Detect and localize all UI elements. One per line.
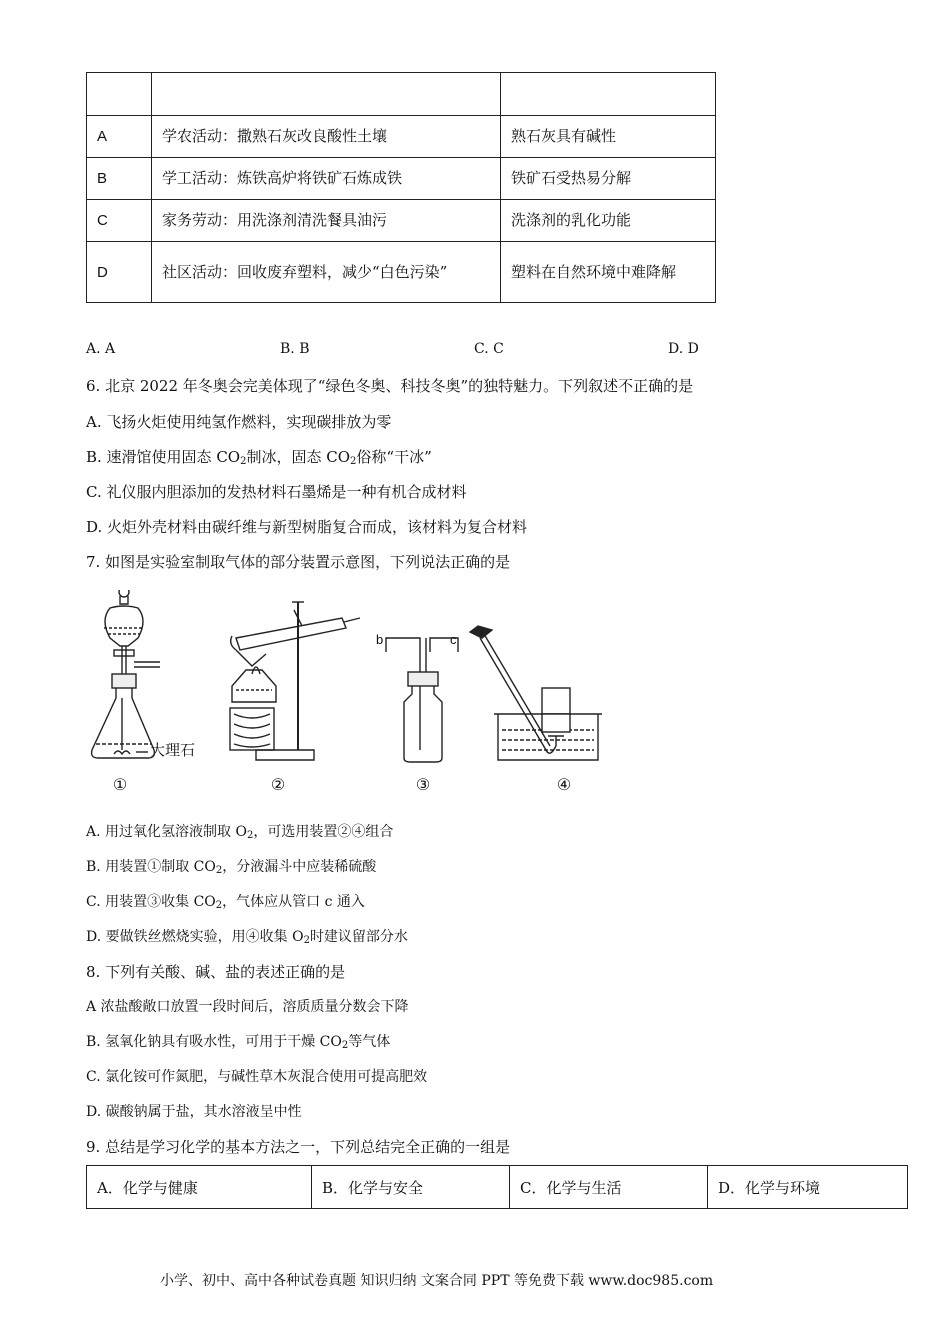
label-3: ③ [415,775,431,794]
label-4: ④ [556,775,572,794]
q6-stem: 6. 北京 2022 年冬奥会完美体现了“绿色冬奥、科技冬奥”的独特魅力。下列叙述不正确的是 [86,377,694,395]
row-reason [501,73,716,116]
label-2: ② [270,775,286,794]
q5-options [86,341,736,363]
q7-option-c: C. 用装置③收集 $CO_2$，气体应从管口 c 通入 [86,894,365,911]
q9-table [86,1165,908,1209]
lab-apparatus-figure [86,590,616,800]
table-row [87,200,716,242]
row-reason: 塑料在自然环境中难降解 [501,242,716,303]
port-c-label: c [450,632,457,647]
row-activity: 学农活动：撒熟石灰改良酸性土壤 [152,116,501,158]
q9-cell-b: B．化学与安全 [312,1166,510,1209]
q9-stem: 9. 总结是学习化学的基本方法之一，下列总结完全正确的一组是 [86,1138,511,1156]
q9-cell-a: A．化学与健康 [87,1166,312,1209]
option-b: B. B [280,341,310,357]
row-reason: 洗涤剂的乳化功能 [501,200,716,242]
q9-cell-d: D．化学与环境 [708,1166,908,1209]
q8-option-c: C. 氯化铵可作氮肥，与碱性草木灰混合使用可提高肥效 [86,1069,428,1085]
q7-option-a: A. 用过氧化氢溶液制取 $O_2$，可选用装置②④组合 [86,824,394,841]
table-row [87,242,716,303]
row-label: A [87,116,152,158]
apparatus-3-bottle [386,638,458,762]
row-label [87,73,152,116]
q6-option-b: B. 速滑馆使用固态 $CO_2$制冰，固态 $CO_2$俗称“干冰” [86,448,432,467]
q8-stem: 8. 下列有关酸、碱、盐的表述正确的是 [86,963,346,981]
marble-label: 大理石 [150,742,196,759]
q8-option-b: B. 氢氧化钠具有吸水性，可用于干燥 $CO_2$等气体 [86,1034,391,1051]
row-label: C [87,200,152,242]
port-b-label: b [376,632,384,647]
table-row [87,116,716,158]
row-reason: 熟石灰具有碱性 [501,116,716,158]
option-a: A. A [86,341,116,357]
apparatus-1-flask-funnel [92,590,160,758]
apparatus-4-trough [470,626,602,760]
row-activity: 社区活动：回收废弃塑料，减少“白色污染” [152,242,501,303]
q7-option-b: B. 用装置①制取 $CO_2$，分液漏斗中应装稀硫酸 [86,859,377,876]
table-row [87,1166,908,1209]
q8-option-a: A 浓盐酸敞口放置一段时间后，溶质质量分数会下降 [86,999,409,1015]
row-activity: 家务劳动：用洗涤剂清洗餐具油污 [152,200,501,242]
q7-stem: 7. 如图是实验室制取气体的部分装置示意图，下列说法正确的是 [86,553,511,571]
q6-option-d: D. 火炬外壳材料由碳纤维与新型树脂复合而成，该材料为复合材料 [86,518,528,536]
q5-table [86,72,716,303]
row-label: D [87,242,152,303]
table-row [87,158,716,200]
q6-option-c: C. 礼仪服内胆添加的发热材料石墨烯是一种有机合成材料 [86,483,467,501]
apparatus-2-heating [230,602,360,760]
row-reason: 铁矿石受热易分解 [501,158,716,200]
row-activity [152,73,501,116]
label-1: ① [112,775,128,794]
table-row [87,73,716,116]
option-d: D. D [668,341,699,357]
q8-option-d: D. 碳酸钠属于盐，其水溶液呈中性 [86,1104,302,1120]
q6-option-a: A. 飞扬火炬使用纯氢作燃料，实现碳排放为零 [86,413,392,431]
row-activity: 学工活动：炼铁高炉将铁矿石炼成铁 [152,158,501,200]
row-label: B [87,158,152,200]
footer-text: 小学、初中、高中各种试卷真题 知识归纳 文案合同 PPT 等免费下载 www.doc985.com [160,1273,714,1289]
q7-option-d: D. 要做铁丝燃烧实验，用④收集 $O_2$时建议留部分水 [86,929,408,946]
option-c: C. C [474,341,504,357]
q9-cell-c: C．化学与生活 [510,1166,708,1209]
